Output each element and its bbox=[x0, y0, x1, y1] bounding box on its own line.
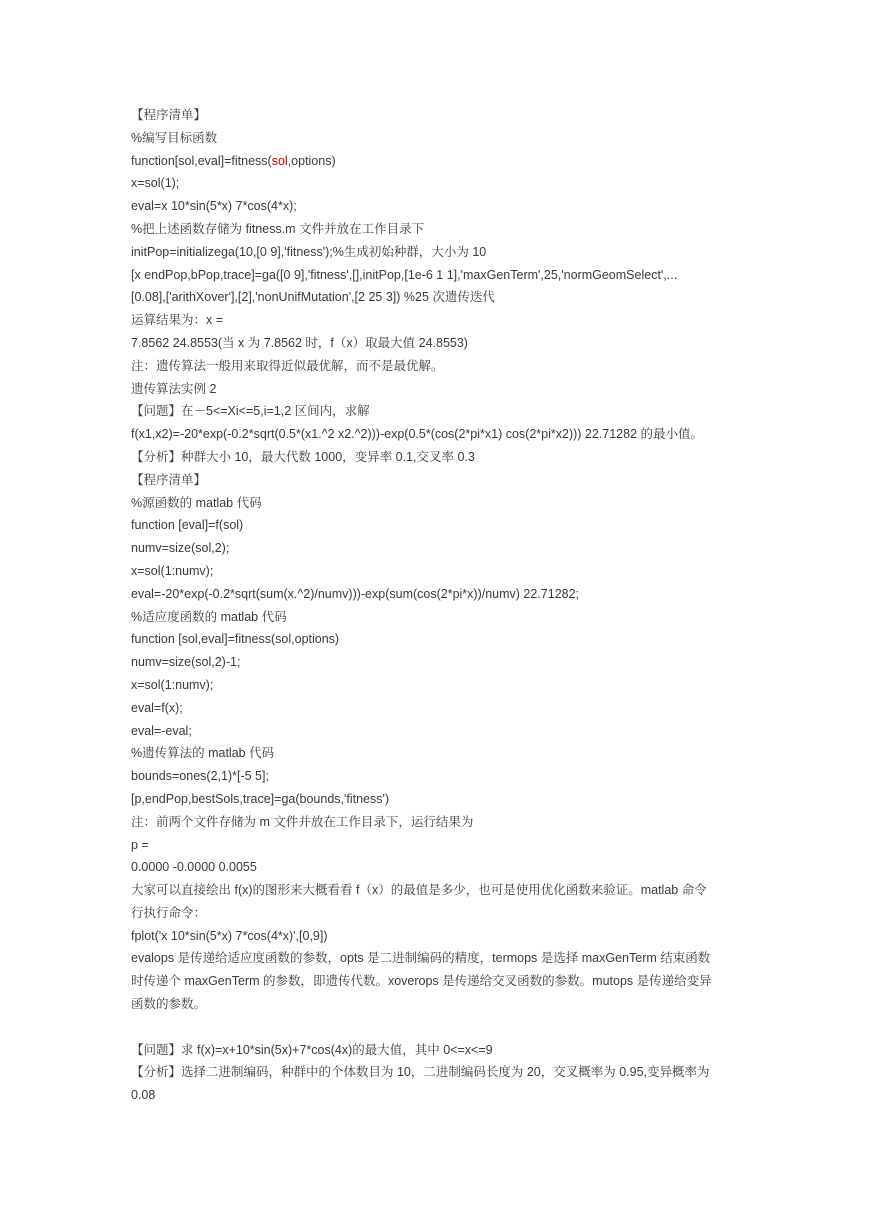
paragraph-line: 函数的参数。 bbox=[131, 997, 207, 1012]
code-line: [0.08],['arithXover'],[2],'nonUnifMutation',[2 25 3]) %25 次遗传迭代 bbox=[131, 290, 495, 305]
code-line: eval=f(x); bbox=[131, 700, 183, 715]
note-text: 注：遗传算法一般用来取得近似最优解，而不是最优解。 bbox=[131, 358, 444, 373]
highlighted-token: sol bbox=[271, 153, 288, 168]
result-value: 7.8562 24.8553(当 x 为 7.8562 时，f（x）取最大值 24.8553) bbox=[131, 335, 468, 350]
result-label: 运算结果为：x = bbox=[131, 313, 224, 328]
code-line: x=sol(1:numv); bbox=[131, 563, 214, 578]
code-line: eval=-eval; bbox=[131, 723, 192, 738]
code-line: [x endPop,bPop,trace]=ga([0 9],'fitness',[],initPop,[1e-6 1 1],'maxGenTerm',25,'normGeomSelect',... bbox=[131, 267, 678, 282]
code-line: numv=size(sol,2)-1; bbox=[131, 655, 241, 670]
paragraph-line: 行执行命令： bbox=[131, 905, 207, 920]
section-heading: 【程序清单】 bbox=[131, 108, 207, 122]
code-comment: %遗传算法的 matlab 代码 bbox=[131, 746, 275, 761]
analysis-text: 0.08 bbox=[131, 1088, 156, 1103]
section-title: 遗传算法实例 2 bbox=[131, 381, 217, 396]
analysis-text: 【分析】选择二进制编码，种群中的个体数目为 10，二进制编码长度为 20，交叉概率为 0.95,变异概率为 bbox=[131, 1065, 710, 1080]
code-line: fplot('x 10*sin(5*x) 7*cos(4*x)',[0,9]) bbox=[131, 928, 328, 943]
code-comment: %把上述函数存储为 fitness.m 文件并放在工作目录下 bbox=[131, 221, 425, 236]
paragraph-line: 大家可以直接绘出 f(x)的图形来大概看看 f（x）的最值是多少，也可是使用优化函数来验证。matlab 命令 bbox=[131, 883, 707, 898]
code-line: initPop=initializega(10,[0 9],'fitness');%生成初始种群，大小为 10 bbox=[131, 244, 487, 259]
code-line: [p,endPop,bestSols,trace]=ga(bounds,'fitness') bbox=[131, 791, 390, 806]
code-line: numv=size(sol,2); bbox=[131, 541, 230, 556]
paragraph-line: evalops 是传递给适应度函数的参数，opts 是二进制编码的精度，termops 是选择 maxGenTerm 结束函数 bbox=[131, 951, 711, 966]
code-line: x=sol(1); bbox=[131, 176, 180, 191]
code-fragment: ,options) bbox=[287, 153, 336, 168]
blank-line bbox=[131, 1016, 743, 1039]
code-line: function [sol,eval]=fitness(sol,options) bbox=[131, 632, 340, 647]
formula-text: f(x1,x2)=-20*exp(-0.2*sqrt(0.5*(x1.^2 x2.^2)))-exp(0.5*(cos(2*pi*x1) cos(2*pi*x2))) 22.71282 的最小值。 bbox=[131, 427, 704, 442]
document-body bbox=[131, 104, 743, 1107]
code-comment: %源函数的 matlab 代码 bbox=[131, 495, 262, 510]
code-line-fitness-signature bbox=[131, 150, 743, 173]
code-line: bounds=ones(2,1)*[-5 5]; bbox=[131, 769, 269, 784]
code-line: x=sol(1:numv); bbox=[131, 677, 214, 692]
paragraph-line: 时传递个 maxGenTerm 的参数，即遗传代数。xoverops 是传递给交叉函数的参数。mutops 是传递给变异 bbox=[131, 974, 712, 989]
code-line: function [eval]=f(sol) bbox=[131, 518, 244, 533]
problem-text: 【问题】在－5<=Xi<=5,i=1,2 区间内，求解 bbox=[131, 404, 370, 419]
code-line: eval=-20*exp(-0.2*sqrt(sum(x.^2)/numv)))-exp(sum(cos(2*pi*x))/numv) 22.71282; bbox=[131, 586, 580, 601]
problem-text: 【问题】求 f(x)=x+10*sin(5x)+7*cos(4x)的最大值，其中 0<=x<=9 bbox=[131, 1042, 493, 1057]
code-line: eval=x 10*sin(5*x) 7*cos(4*x); bbox=[131, 199, 297, 214]
code-comment: %编写目标函数 bbox=[131, 130, 218, 145]
result-value: 0.0000 -0.0000 0.0055 bbox=[131, 860, 257, 875]
section-heading: 【程序清单】 bbox=[131, 472, 207, 487]
note-text: 注：前两个文件存储为 m 文件并放在工作目录下，运行结果为 bbox=[131, 814, 474, 829]
result-label: p = bbox=[131, 837, 149, 852]
code-comment: %适应度函数的 matlab 代码 bbox=[131, 609, 287, 624]
analysis-text: 【分析】种群大小 10，最大代数 1000，变异率 0.1,交叉率 0.3 bbox=[131, 449, 475, 464]
code-fragment: function[sol,eval]=fitness( bbox=[131, 153, 272, 168]
